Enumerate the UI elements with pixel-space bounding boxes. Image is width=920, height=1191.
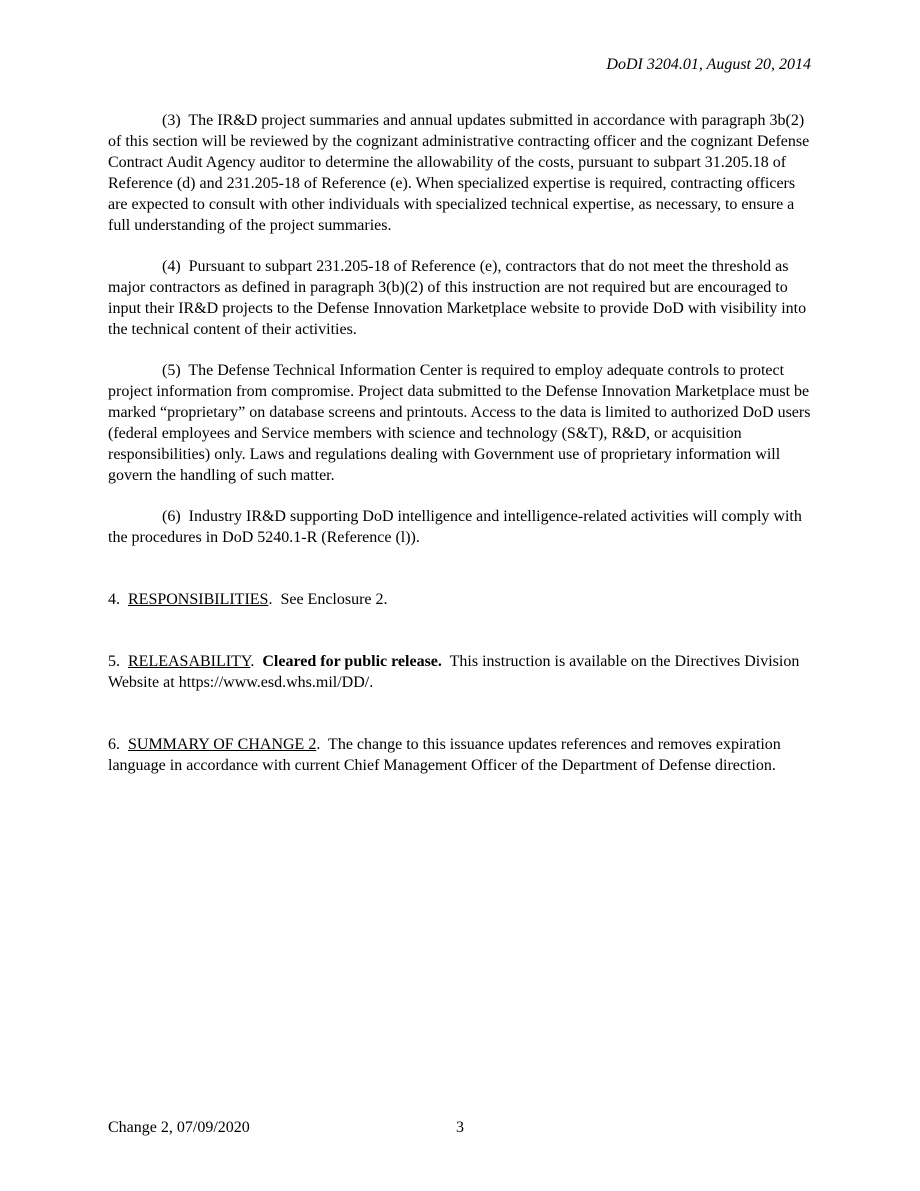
paragraph-5 — [108, 360, 815, 486]
document-body — [108, 110, 815, 776]
paragraph-label: (4) — [162, 258, 181, 275]
section-heading: RESPONSIBILITIES — [128, 591, 269, 608]
section-text: The change to this issuance updates references and removes expiration language in accordance with current Chief Management Officer of the Department of Defense direction. — [108, 736, 781, 774]
paragraph-label: (5) — [162, 362, 181, 379]
section-responsibilities: 4. RESPONSIBILITIES. See Enclosure 2. — [108, 591, 388, 608]
document-header: DoDI 3204.01, August 20, 2014 — [606, 56, 811, 73]
section-heading: RELEASABILITY — [128, 653, 251, 670]
section-bold-text: Cleared for public release. — [262, 653, 442, 670]
section-number: 4. — [108, 591, 120, 608]
paragraph-4 — [108, 256, 815, 340]
section-text: See Enclosure 2. — [280, 591, 388, 608]
paragraph-label: (6) — [162, 508, 181, 525]
paragraph-3 — [108, 110, 815, 236]
section-number: 6. — [108, 736, 120, 753]
paragraph-text: Pursuant to subpart 231.205-18 of Reference (e), contractors that do not meet the threshold as major contractors as defined in paragraph 3(b)(2) of this instruction are not required but are encouraged to input their IR&D projects to the Defense Innovation Marketplace website to provide DoD with visibility into the technical content of their activities. — [108, 258, 807, 338]
paragraph-text: The Defense Technical Information Center is required to employ adequate controls to protect project information from compromise. Project data submitted to the Defense Innovation Marketplace must be marked “proprietary” on database screens and printouts. Access to the data is limited to authorized DoD users (federal employees and Service members with science and technology (S&T), R&D, or acquisition responsibilities) only. Laws and regulations dealing with Government use of proprietary information will govern the handling of such matter. — [108, 362, 811, 484]
paragraph-text: The IR&D project summaries and annual updates submitted in accordance with paragraph 3b(2) of this section will be reviewed by the cognizant administrative contracting officer and the cognizant Defense Contract Audit Agency auditor to determine the allowability of the costs, pursuant to subpart 31.205.18 of Reference (d) and 231.205-18 of Reference (e). When specialized expertise is required, contracting officers are expected to consult with other individuals with specialized technical expertise, as necessary, to ensure a full understanding of the project summaries. — [108, 112, 810, 234]
section-summary-of-change: 6. SUMMARY OF CHANGE 2. The change to this issuance updates references and removes expiration language in accordance with current Chief Management Officer of the Department of Defense direction. — [108, 736, 781, 774]
section-text: This instruction is available on the Directives Division Website at https://www.esd.whs.mil/DD/. — [108, 653, 800, 691]
section-number: 5. — [108, 653, 120, 670]
paragraph-6 — [108, 506, 815, 548]
footer-change-note: Change 2, 07/09/2020 — [108, 1119, 250, 1136]
section-heading: SUMMARY OF CHANGE 2 — [128, 736, 317, 753]
paragraph-text: Industry IR&D supporting DoD intelligence and intelligence-related activities will comply with the procedures in DoD 5240.1-R (Reference (l)). — [108, 508, 802, 546]
paragraph-label: (3) — [162, 112, 181, 129]
footer-page-number: 3 — [456, 1119, 464, 1136]
section-releasability: 5. RELEASABILITY. Cleared for public release. This instruction is available on the Directives Division Website at https://www.esd.whs.mil/DD/. — [108, 653, 800, 691]
